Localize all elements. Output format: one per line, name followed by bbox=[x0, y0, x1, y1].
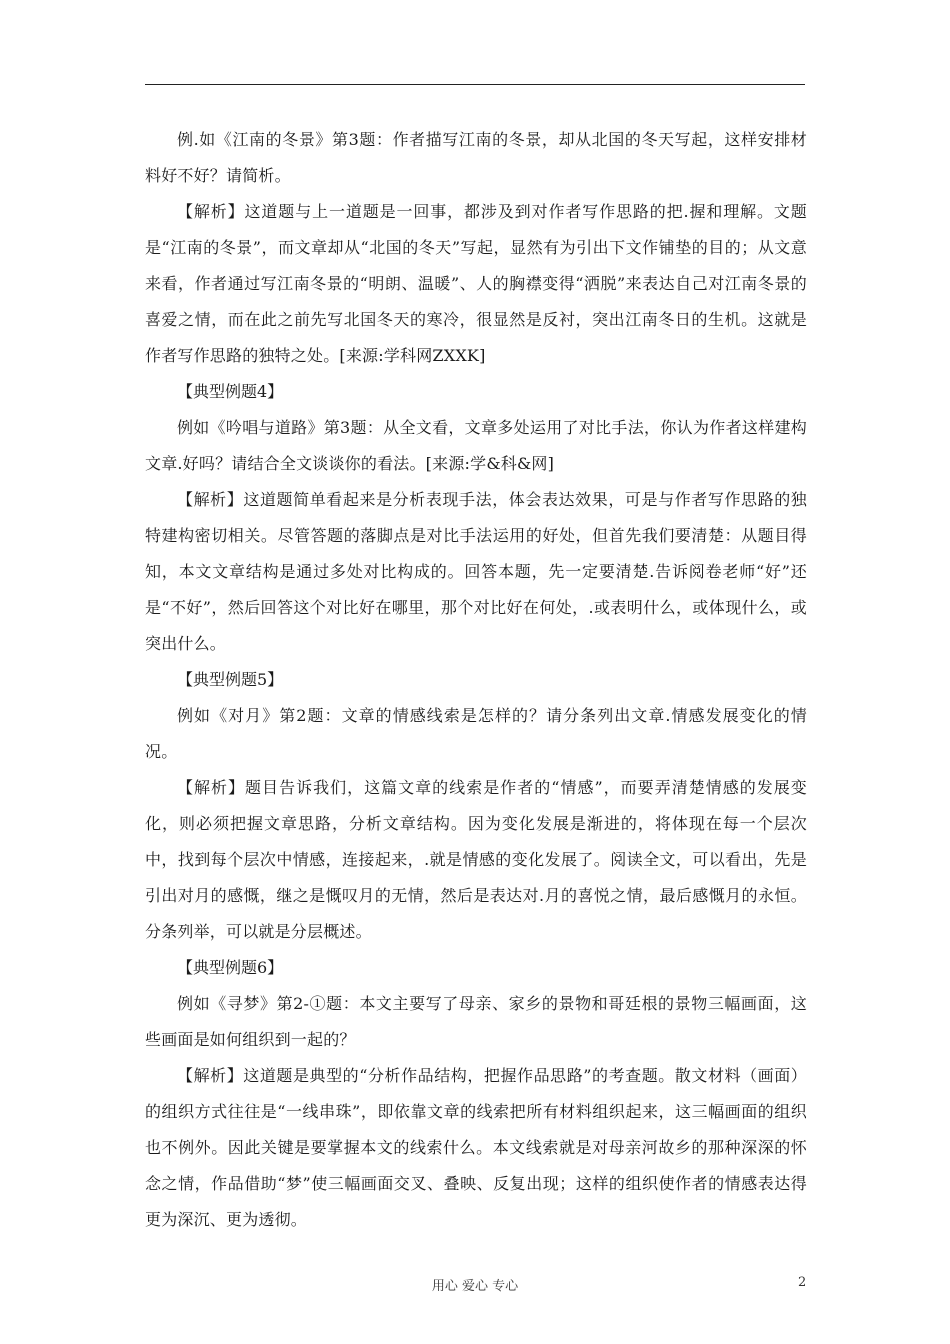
heading-example-5: 【典型例题5】 bbox=[177, 670, 284, 689]
footer-motto: 用心 爱心 专心 bbox=[431, 1279, 519, 1294]
page-number: 2 bbox=[798, 1275, 807, 1290]
header-rule bbox=[145, 84, 805, 85]
paragraph-example-3: 例.如《江南的冬景》第3题：作者描写江南的冬景，却从北国的冬天写起，这样安排材料好不好？请简析。 bbox=[145, 130, 807, 185]
paragraph-example-5: 例如《对月》第2题：文章的情感线索是怎样的？请分条列出文章.情感发展变化的情况。 bbox=[145, 706, 807, 761]
paragraph-analysis-5: 【解析】题目告诉我们，这篇文章的线索是作者的“情感”，而要弄清楚情感的发展变化，则必须把握文章思路，分析文章结构。因为变化发展是渐进的，将体现在每一个层次中，找到每个层次中情感，连接起来，.就是情感的变化发展了。阅读全文，可以看出，先是引出对月的感慨，继之是慨叹月的无情，然后是表达对.月的喜悦之情，最后感慨月的永恒。分条列举，可以就是分层概述。 bbox=[145, 778, 807, 941]
paragraph-analysis-6: 【解析】这道题是典型的“分析作品结构，把握作品思路”的考查题。散文材料（画面）的组织方式往往是“一线串珠”，即依靠文章的线索把所有材料组织起来，这三幅画面的组织也不例外。因此关键是要掌握本文的线索什么。本文线索就是对母亲河故乡的那种深深的怀念之情，作品借助“梦”使三幅画面交叉、叠映、反复出现；这样的组织使作者的情感表达得更为深沉、更为透彻。 bbox=[145, 1066, 807, 1229]
heading-example-6: 【典型例题6】 bbox=[177, 958, 284, 977]
paragraph-example-6: 例如《寻梦》第2-①题：本文主要写了母亲、家乡的景物和哥廷根的景物三幅画面，这些画面是如何组织到一起的？ bbox=[145, 994, 807, 1049]
document-body bbox=[145, 122, 807, 1238]
paragraph-analysis-3: 【解析】这道题与上一道题是一回事，都涉及到对作者写作思路的把.握和理解。文题是“江南的冬景”，而文章却从“北国的冬天”写起，显然有为引出下文作铺垫的目的；从文意来看，作者通过写江南冬景的“明朗、温暖”、人的胸襟变得“洒脱”来表达自己对江南冬景的喜爱之情，而在此之前先写北国冬天的寒冷，很显然是反衬，突出江南冬日的生机。这就是作者写作思路的独特之处。[来源:学科网ZXXK] bbox=[145, 202, 807, 365]
paragraph-analysis-4: 【解析】这道题简单看起来是分析表现手法，体会表达效果，可是与作者写作思路的独特建构密切相关。尽管答题的落脚点是对比手法运用的好处，但首先我们要清楚：从题目得知，本文文章结构是通过多处对比构成的。回答本题，先一定要清楚.告诉阅卷老师“好”还是“不好”，然后回答这个对比好在哪里，那个对比好在何处，.或表明什么，或体现什么，或突出什么。 bbox=[145, 490, 807, 653]
heading-example-4: 【典型例题4】 bbox=[177, 382, 284, 401]
paragraph-example-4: 例如《吟唱与道路》第3题：从全文看，文章多处运用了对比手法，你认为作者这样建构文章.好吗？请结合全文谈谈你的看法。[来源:学&科&网] bbox=[145, 418, 807, 473]
